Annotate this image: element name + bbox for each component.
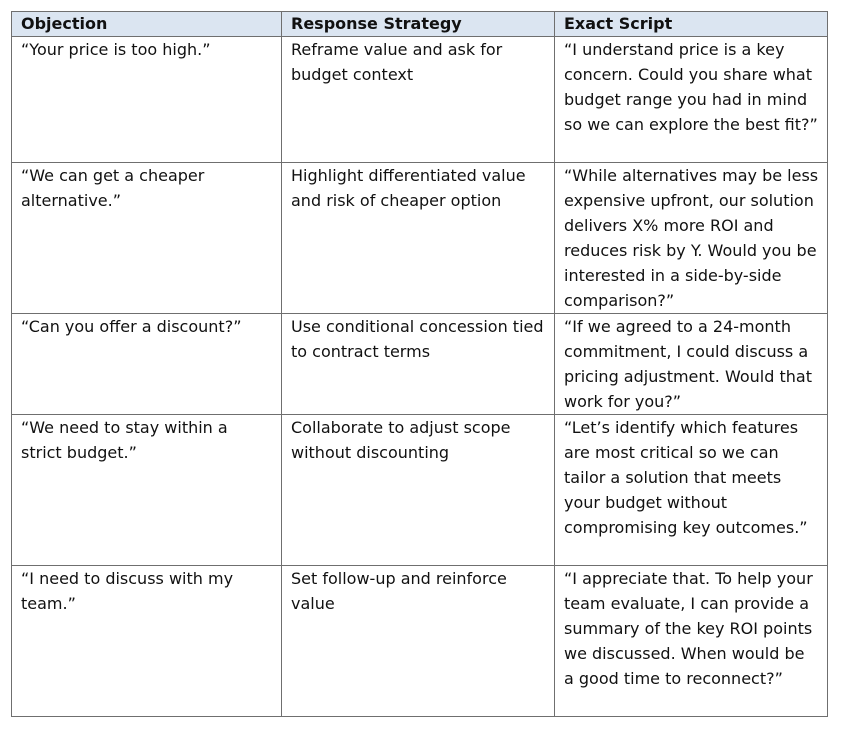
table-row (12, 37, 828, 163)
script-cell: “I appreciate that. To help your team evaluate, I can provide a summary of the key ROI points we discussed. When would be a good time to reconnect?” (555, 566, 828, 717)
table-row (12, 163, 828, 314)
script-cell: “I understand price is a key concern. Could you share what budget range you had in mind so we can explore the best fit?” (555, 37, 828, 163)
objection-cell: “We can get a cheaper alternative.” (12, 163, 282, 314)
table-row (12, 415, 828, 566)
table-row (12, 566, 828, 717)
table-header (12, 12, 828, 37)
objection-cell: “I need to discuss with my team.” (12, 566, 282, 717)
script-cell: “Let’s identify which features are most critical so we can tailor a solution that meets your budget without compromising key outcomes.” (555, 415, 828, 566)
objection-cell: “We need to stay within a strict budget.” (12, 415, 282, 566)
strategy-cell: Collaborate to adjust scope without discounting (282, 415, 555, 566)
table-row (12, 314, 828, 415)
table-body (12, 37, 828, 717)
header-response-strategy: Response Strategy (282, 12, 555, 37)
header-row (12, 12, 828, 37)
strategy-cell: Use conditional concession tied to contract terms (282, 314, 555, 415)
objection-cell: “Your price is too high.” (12, 37, 282, 163)
strategy-cell: Highlight differentiated value and risk of cheaper option (282, 163, 555, 314)
script-cell: “If we agreed to a 24-month commitment, I could discuss a pricing adjustment. Would that work for you?” (555, 314, 828, 415)
header-objection: Objection (12, 12, 282, 37)
objection-table-container (11, 11, 827, 717)
header-exact-script: Exact Script (555, 12, 828, 37)
script-cell: “While alternatives may be less expensive upfront, our solution delivers X% more ROI and reduces risk by Y. Would you be interested in a side-by-side comparison?” (555, 163, 828, 314)
objection-cell: “Can you offer a discount?” (12, 314, 282, 415)
strategy-cell: Set follow-up and reinforce value (282, 566, 555, 717)
strategy-cell: Reframe value and ask for budget context (282, 37, 555, 163)
objection-handling-table (11, 11, 828, 717)
